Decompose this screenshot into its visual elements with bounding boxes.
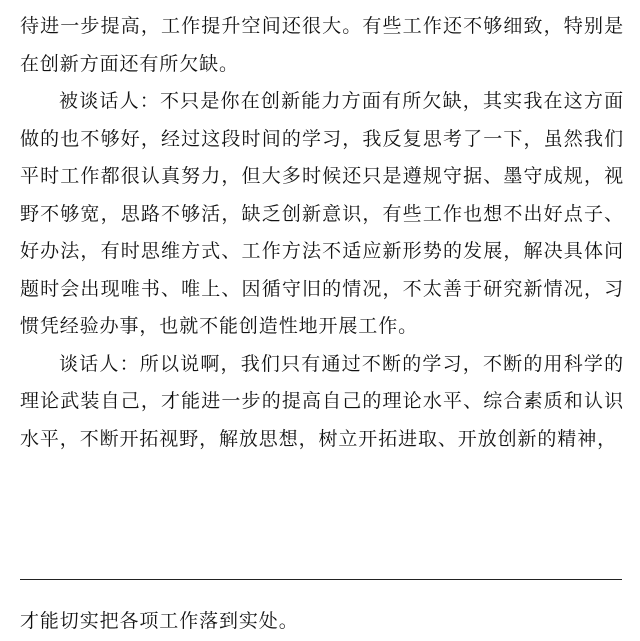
paragraph-continuation: 待进一步提高，工作提升空间还很大。有些工作还不够细致，特别是在创新方面还有所欠缺。 [20,15,624,75]
next-page-body [20,603,624,641]
paragraph-interviewer: 谈话人：所以说啊，我们只有通过不断的学习，不断的用科学的理论武装自己，才能进一步的提高自己的理论水平、综合素质和认识水平，不断开拓视野，解放思想，树立开拓进取、开放创新的精神， [20,352,624,450]
page-break-rule [20,579,622,580]
document-body [20,8,624,458]
paragraph-interviewee: 被谈话人：不只是你在创新能力方面有所欠缺，其实我在这方面做的也不够好，经过这段时间的学习，我反复思考了一下，虽然我们平时工作都很认真努力，但大多时候还只是遵规守据、墨守成规，视野不够宽，思路不够活，缺乏创新意识，有些工作也想不出好点子、好办法，有时思维方式、工作方法不适应新形势的发展，解决具体问题时会出现唯书、唯上、因循守旧的情况，不太善于研究新情况，习惯凭经验办事，也就不能创造性地开展工作。 [20,90,624,337]
paragraph-next-page: 才能切实把各项工作落到实处。 [20,610,299,632]
